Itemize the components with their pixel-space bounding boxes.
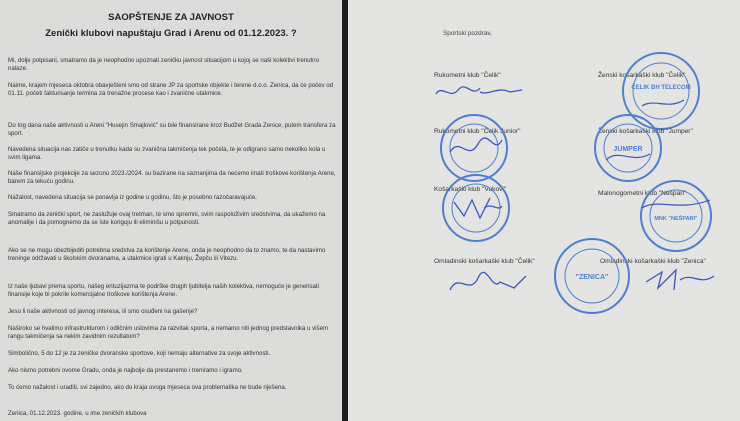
paragraph: Iz naše ljubavi prema sportu, našeg entuzijazma te podrške drugih ljubitelja naših kolektiva, nemoguće je generisati finansije koje bi pokrile komercijalne troškove korištenja Arene. xyxy=(8,283,319,299)
paragraph: Naše finansijske projekcije za sezonu 2023./2024. su bazirane na saznanjima da nećemo imati troškove korištenja Arene, barem za tekuću godinu. xyxy=(8,170,336,186)
paragraph: Simbolično, 5 do 12 je za zeničke dvoranske sportove, koji nemaju alternative za svoje aktivnosti. xyxy=(8,350,271,357)
press-release-page xyxy=(0,0,342,421)
paragraph: Naime, krajem mjeseca oktobra obavješteni smo od strane JP za sportske objekte i terene d.o.o. Zenica, da će počev od 01.11. početi fakturisanje termina za trenažne procese kao i zvanične utakmice. xyxy=(8,82,334,98)
stamp-mnk-nespari xyxy=(638,178,714,254)
paragraph: Jesu li naše aktivnosti od javnog interesa, ili smo osuđeni na gašenje? xyxy=(8,308,198,315)
club-zkk-jumper: Ženski košarkaški klub "Jumper" xyxy=(598,128,693,135)
club-rk-celik-junior: Rukometni klub "Čelik Junior" xyxy=(434,128,521,135)
stamp-text-celik: ČELIK BH TELECOM xyxy=(631,85,691,91)
signatures-page xyxy=(348,0,740,421)
stamp-okk-zenica xyxy=(552,236,632,316)
club-zkk-celik: Ženski košarkaški klub "Čelik" xyxy=(598,72,686,79)
signature-okk-zenica xyxy=(640,262,720,298)
press-release-subtitle: Zenički klubovi napuštaju Grad i Arenu od 01.12.2023. ? xyxy=(45,28,297,39)
club-rk-celik: Rukometni klub "Čelik" xyxy=(434,72,501,79)
paragraph: Nažalost, navedena situacija se ponavlja iz godine u godinu, što je posebno razočaravajuće. xyxy=(8,194,257,201)
paragraph: To ćemo nažalost i uraditi, svi zajedno, ako do kraja ovoga mjeseca ova problematika ne bude riješena. xyxy=(8,384,287,391)
signature-rk-celik xyxy=(428,78,528,106)
paragraph: Mi, dolje potpisani, smatramo da je neophodno upoznati zeničku javnost situacijom u kojoj se naši kolektivi trenutno nalaze. xyxy=(8,57,319,73)
club-kk-vukovi: Košarkaški klub "Vukovi" xyxy=(434,186,507,193)
paragraph: Do tog dana naše aktivnosti u Areni "Husejin Smajlović" su bile finansirane kroz Budžet Grada Zenice, putem transfera za sport. xyxy=(8,122,336,138)
paragraph: Smatramo da zenički sport, ne zaslužuje ovaj tretman, te smo spremni, svim raspoloživim sredstvima, da ukažemo na anomalije i da pomognemo da se iste koriguju ili eliminišu u potpunosti. xyxy=(8,211,326,227)
greeting: Sportski pozdrav, xyxy=(443,30,492,37)
club-okk-zenica: Omladinski košarkaški klub "Zenica" xyxy=(600,258,706,265)
press-release-title: SAOPŠTENJE ZA JAVNOST xyxy=(108,12,234,23)
paragraph: Navedena situacija nas zatiče u trenutku kada su zvanična takmičenja tek počela, te je odigrano samo nekoliko kola u svim ligama. xyxy=(8,146,326,162)
stamp-text-jumper: JUMPER xyxy=(613,146,643,153)
club-okk-celik: Omladinski košarkaški klub "Čelik" xyxy=(434,258,535,265)
paragraph: Ako se ne mogu obezbijediti potrebna sredstva za korištenje Arene, onda je neophodno da to znamo, te da nastavimo treninge održavati u školskim dvoranama, a utakmice igrati u Kaknju, Žepču ili Vitezu. xyxy=(8,247,326,263)
signature-okk-celik xyxy=(444,266,534,300)
stamp-kk-vukovi xyxy=(440,172,512,244)
paragraph: Ako nismo potrebni ovome Gradu, onda je najbolje da prestanemo i treniramo i igramo. xyxy=(8,367,243,374)
club-mnk-nespari: Malonogometni klub "Nešpari" xyxy=(598,190,687,197)
paragraph: Naširoko se hvalimo infrastrukturom i odličnim uslovima za razvitak sporta, a nemamo niti jednog predstavnika u višem rangu takmičenja sa nekim zavidnim rezultatom? xyxy=(8,325,329,341)
paragraph: Zenica, 01.12.2023. godine, u ime zeničkih klubova xyxy=(8,410,147,417)
stamp-text-nespari: MNK "NEŠPARI" xyxy=(654,216,698,222)
stamp-text-zenica: "ZENICA" xyxy=(575,274,609,281)
stamp-zkk-jumper xyxy=(592,112,664,184)
